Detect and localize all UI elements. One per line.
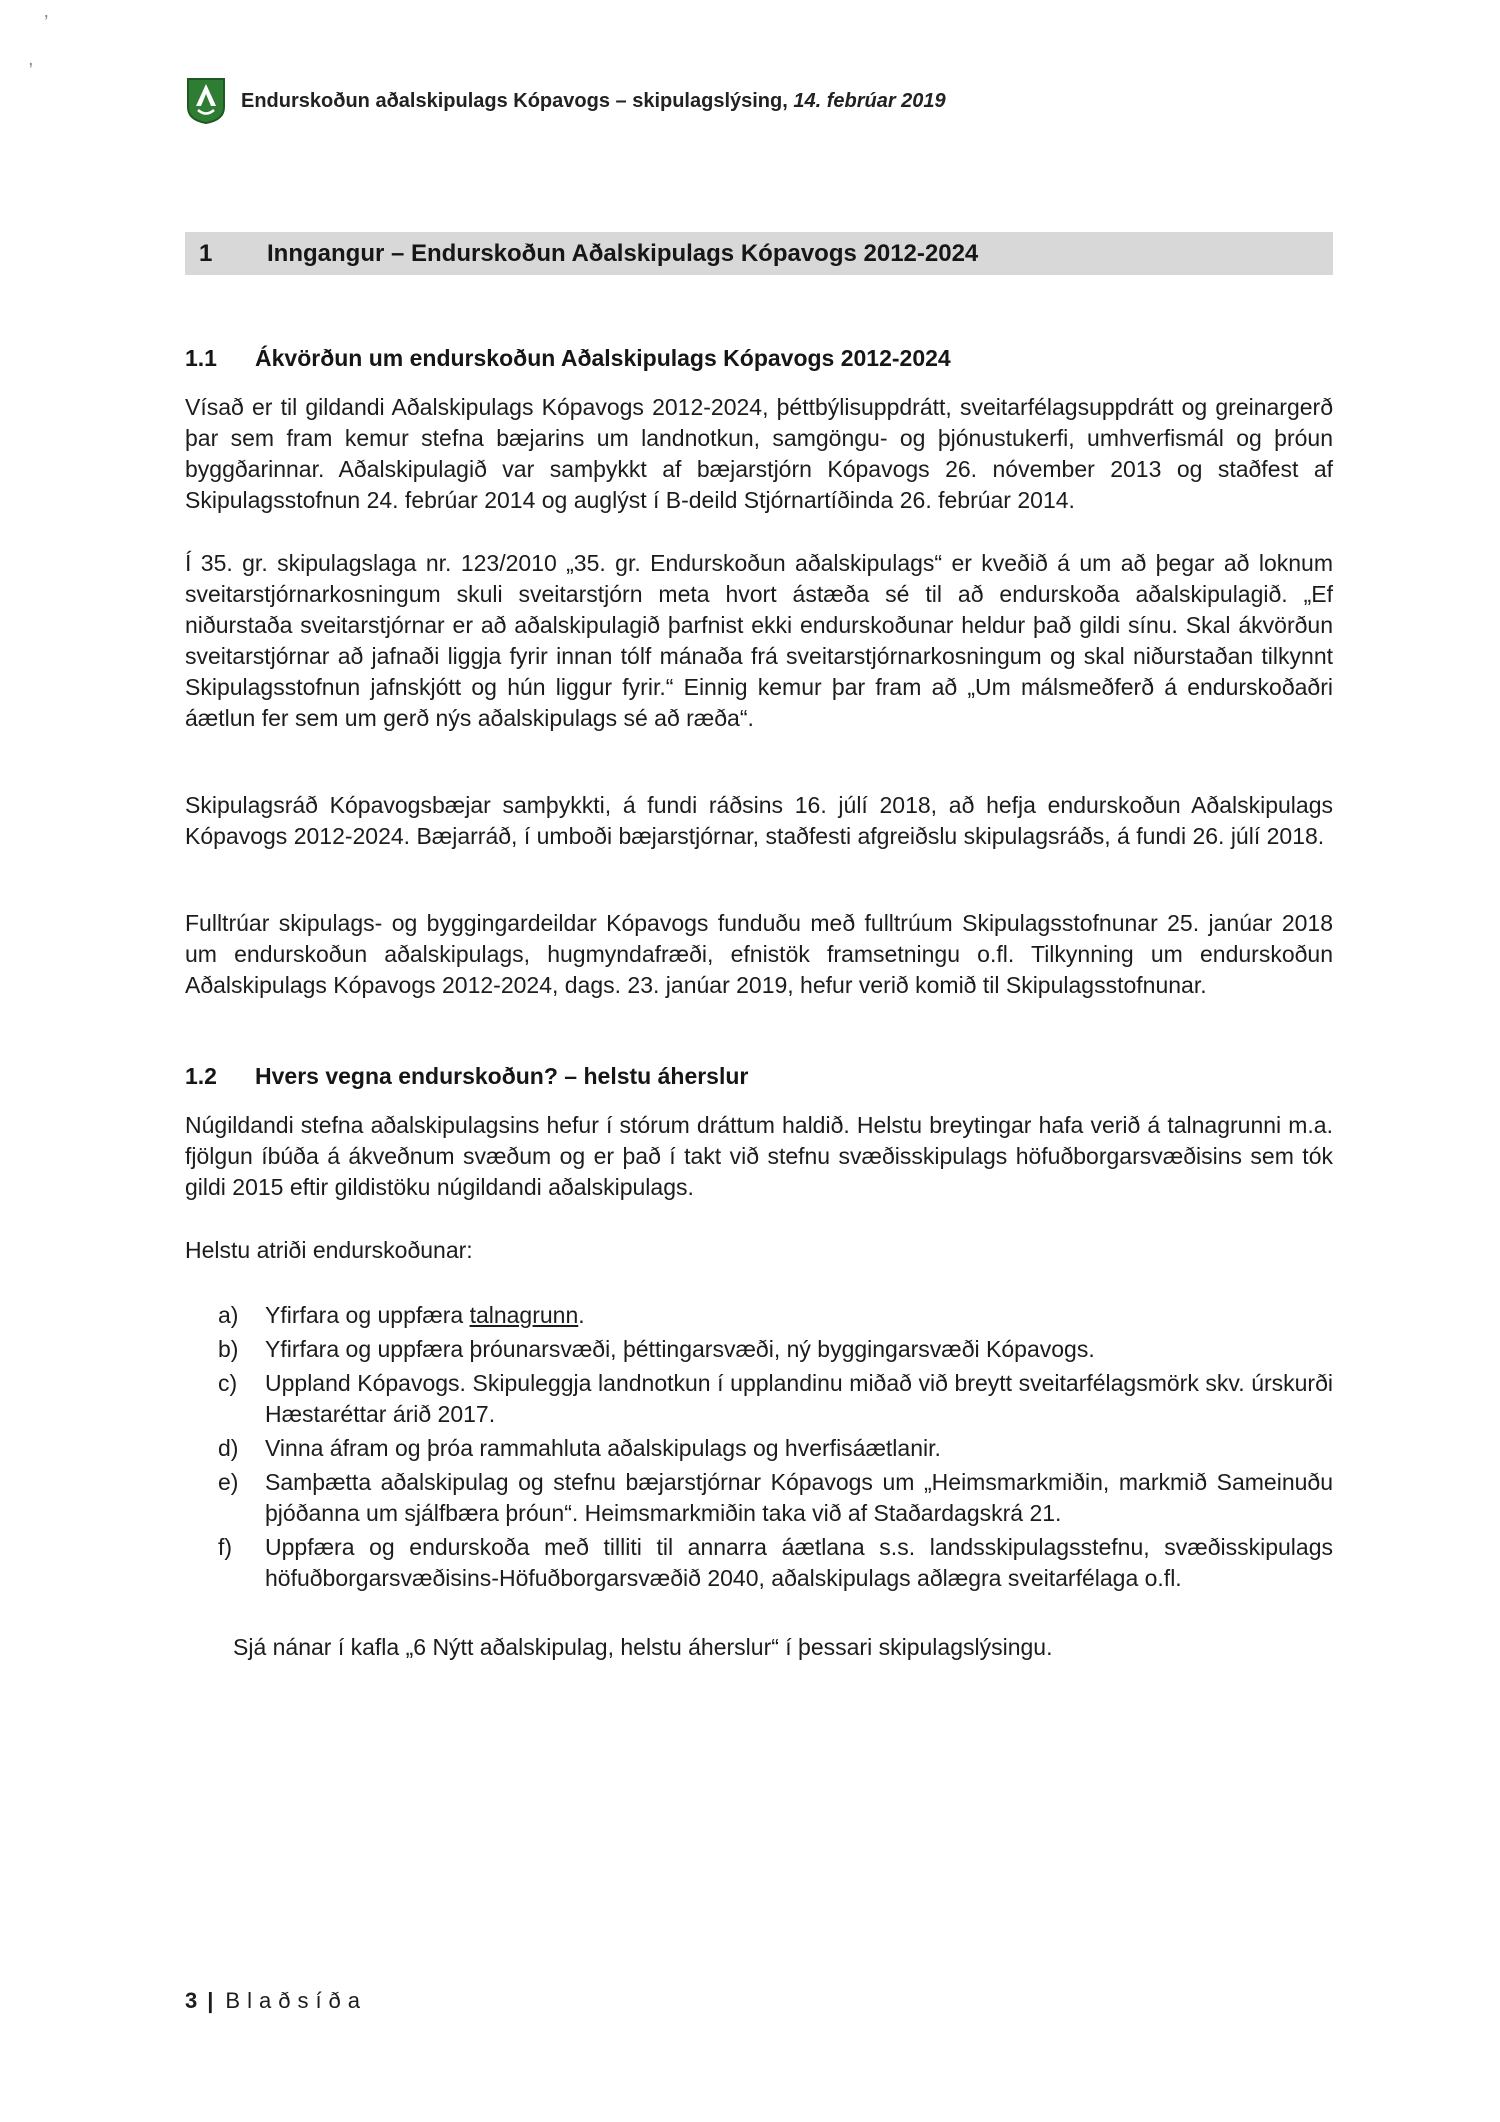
list-item-text-pre: Yfirfara og uppfæra <box>265 1302 470 1328</box>
list-item-label: a) <box>218 1302 239 1328</box>
footer-label: Blaðsíða <box>225 1988 368 2013</box>
paragraph-1: Vísað er til gildandi Aðalskipulags Kópavogs 2012-2024, þéttbýlisuppdrátt, sveitarfélagsuppdrátt og greinargerð þar sem fram kemur stefna bæjarins um landnotkun, samgöngu- og þjónustukerfi, umhverfismál og þróun byggðarinnar. Aðalskipulagið var samþykkt af bæjarstjórn Kópavogs 26. nóvember 2013 og staðfest af Skipulagsstofnun 24. febrúar 2014 og auglýst í B-deild Stjórnartíðinda 26. febrúar 2014. <box>185 394 1333 513</box>
list-item-label: b) <box>218 1336 239 1362</box>
underlined-term: talnagrunn <box>469 1302 579 1328</box>
list-item-d <box>185 1433 1333 1464</box>
list-item-f <box>185 1532 1333 1594</box>
subsection-1-1-heading <box>185 345 1333 372</box>
footer-separator: | <box>207 1988 214 2013</box>
page-footer <box>185 1988 367 2014</box>
list-item-label: c) <box>218 1370 238 1396</box>
subsection-1-2-number: 1.2 <box>185 1063 217 1089</box>
document-header <box>185 76 1333 126</box>
list-item-text <box>265 1300 1333 1331</box>
paragraph-5: Núgildandi stefna aðalskipulagsins hefur í stórum dráttum haldið. Helstu breytingar hafa verið á talnagrunni m.a. fjölgun íbúða á ákveðnum svæðum og er það í takt við stefnu svæðisskipulags höfuðborgarsvæðisins sem tók gildi 2015 eftir gildistöku núgildandi aðalskipulags. <box>185 1112 1333 1200</box>
list-item-text: Uppland Kópavogs. Skipuleggja landnotkun í upplandinu miðað við breytt sveitarfélagsmörk skv. úrskurði Hæstaréttar árið 2017. <box>265 1370 1333 1427</box>
list-item-text: Vinna áfram og þróa rammahluta aðalskipulags og hverfisáætlanir. <box>265 1435 941 1461</box>
page-number: 3 <box>185 1988 198 2013</box>
list-item-text: Uppfæra og endurskoða með tilliti til annarra áætlana s.s. landsskipulagsstefnu, svæðisskipulags höfuðborgarsvæðisins-Höfuðborgarsvæðið 2040, aðalskipulags aðlægra sveitarfélaga o.fl. <box>265 1534 1333 1591</box>
subsection-1-2-title: Hvers vegna endurskoðun? – helstu áherslur <box>255 1063 749 1089</box>
list-item-text-post: . <box>578 1302 585 1328</box>
section-1-heading <box>185 232 1333 275</box>
section-title: Inngangur – Endurskoðun Aðalskipulags Kópavogs 2012-2024 <box>267 239 979 267</box>
subsection-1-1-title: Ákvörðun um endurskoðun Aðalskipulags Kópavogs 2012-2024 <box>255 345 951 371</box>
header-date-text: 14. febrúar 2019 <box>793 89 946 112</box>
list-item-label: f) <box>218 1534 233 1560</box>
closing-note: Sjá nánar í kafla „6 Nýtt aðalskipulag, helstu áherslur“ í þessari skipulagslýsingu. <box>233 1634 1053 1660</box>
list-item-label: d) <box>218 1435 239 1461</box>
paragraph-3: Skipulagsráð Kópavogsbæjar samþykkti, á fundi ráðsins 16. júlí 2018, að hefja endurskoðun Aðalskipulags Kópavogs 2012-2024. Bæjarráð, í umboði bæjarstjórnar, staðfesti afgreiðslu skipulagsráðs, á fundi 26. júlí 2018. <box>185 792 1333 849</box>
kopavogur-coat-of-arms-icon <box>185 76 227 126</box>
subsection-1-2-heading <box>185 1063 1333 1090</box>
list-item-a <box>185 1300 1333 1331</box>
list-item-text: Yfirfara og uppfæra þróunarsvæði, þéttingarsvæði, ný byggingarsvæði Kópavogs. <box>265 1336 1095 1362</box>
list-item-label: e) <box>218 1469 239 1495</box>
list-intro: Helstu atriði endurskoðunar: <box>185 1237 473 1263</box>
subsection-1-1-number: 1.1 <box>185 345 217 371</box>
document-content <box>185 0 1333 1663</box>
revision-items-list <box>185 1300 1333 1594</box>
list-item-text: Samþætta aðalskipulag og stefnu bæjarstjórnar Kópavogs um „Heimsmarkmiðin, markmið Sameinuðu þjóðanna um sjálfbæra þróun“. Heimsmarkmiðin taka við af Staðardagskrá 21. <box>265 1469 1333 1526</box>
scan-artifact-mark: ’ <box>44 12 49 34</box>
scan-artifact-mark: , <box>28 48 34 70</box>
section-number: 1 <box>199 239 213 267</box>
list-item-c <box>185 1368 1333 1430</box>
document-title <box>241 90 946 113</box>
paragraph-4: Fulltrúar skipulags- og byggingardeildar Kópavogs funduðu með fulltrúum Skipulagsstofnunar 25. janúar 2018 um endurskoðun aðalskipulags, hugmyndafræði, efnistök framsetningu o.fl. Tilkynning um endurskoðun Aðalskipulags Kópavogs 2012-2024, dags. 23. janúar 2019, hefur verið komið til Skipulagsstofnunar. <box>185 910 1333 998</box>
header-title-text: Endurskoðun aðalskipulags Kópavogs – skipulagslýsing, <box>241 89 788 112</box>
paragraph-2: Í 35. gr. skipulagslaga nr. 123/2010 „35. gr. Endurskoðun aðalskipulags“ er kveðið á um að þegar að loknum sveitarstjórnarkosningum skuli sveitarstjórn meta hvort ástæða sé til að endurskoða aðalskipulagið. „Ef niðurstaða sveitarstjórnar er að aðalskipulagið þarfnist ekki endurskoðunar heldur það gildi sínu. Skal ákvörðun sveitarstjórnar að jafnaði liggja fyrir innan tólf mánaða frá sveitarstjórnarkosningum og skal niðurstaðan tilkynnt Skipulagsstofnun jafnskjótt og hún liggur fyrir.“ Einnig kemur þar fram að „Um málsmeðferð á endurskoðaðri áætlun fer sem um gerð nýs aðalskipulags sé að ræða“. <box>185 550 1333 731</box>
list-item-b <box>185 1334 1333 1365</box>
list-item-e <box>185 1467 1333 1529</box>
